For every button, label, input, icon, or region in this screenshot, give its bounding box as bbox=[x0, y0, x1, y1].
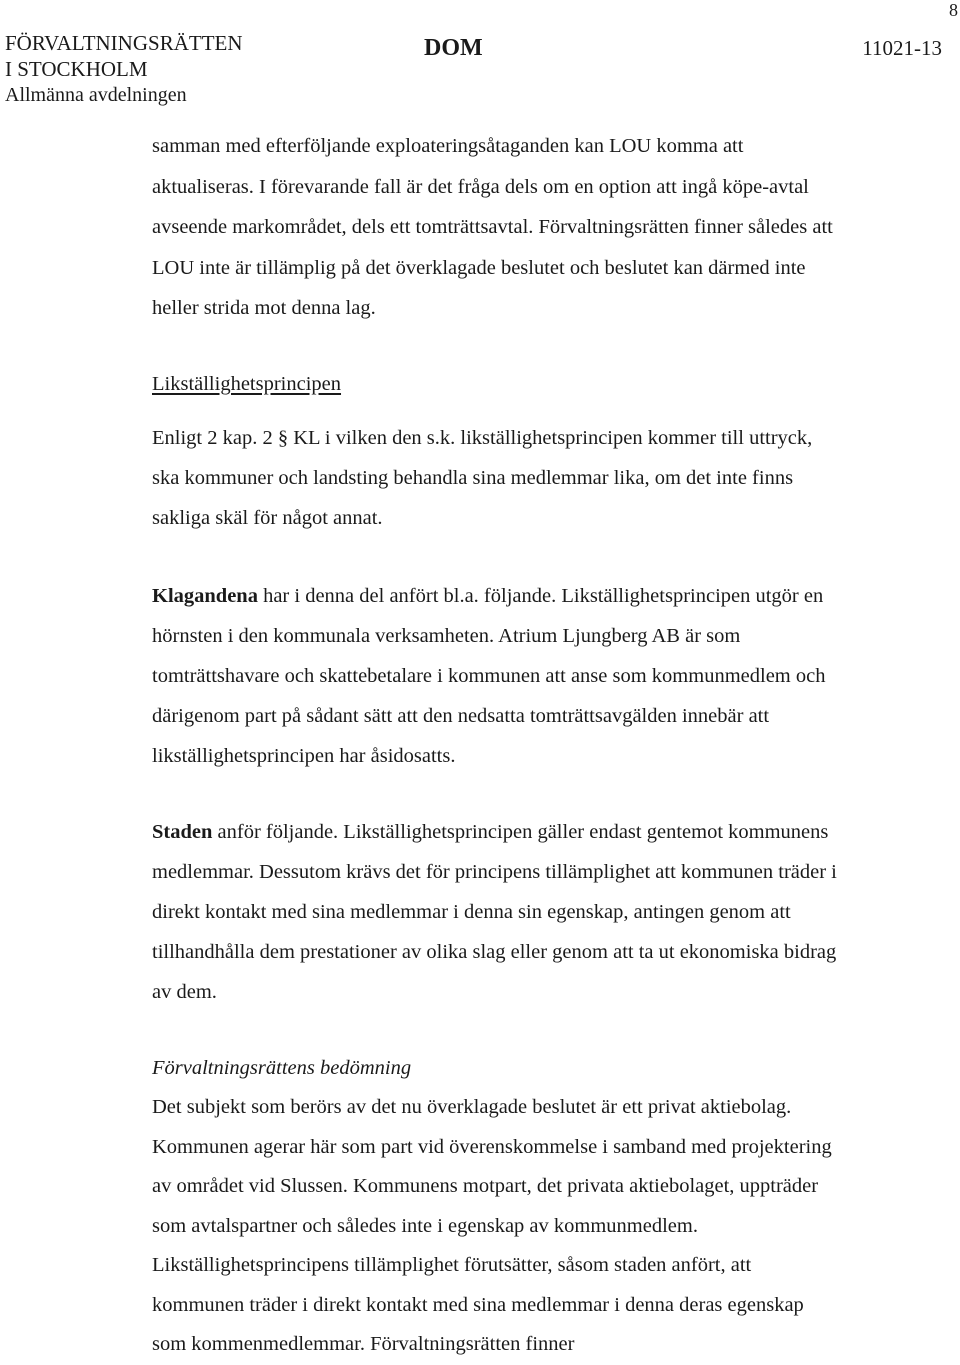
court-name-block bbox=[5, 30, 243, 108]
party-klagandena: Klagandena bbox=[152, 585, 258, 607]
page-number: 8 bbox=[949, 0, 958, 20]
document-type: DOM bbox=[424, 35, 483, 61]
paragraph-kl-rule: Enligt 2 kap. 2 § KL i vilken den s.k. likställighetsprincipen kommer till uttryck, ska kommuner och landsting behandla sina medlemmar lika, om det inte finns sakliga skäl för något annat. bbox=[152, 427, 813, 529]
paragraph-staden-text: anför följande. Likställighetsprincipen gäller endast gentemot kommunens medlemmar. Dessutom krävs det för principens tillämplighet att kommunen träder i direkt kontakt med sina medlemmar i denna sin egenskap, antingen genom att tillhandhålla dem prestationer av olika slag eller genom att ta ut ekonomiska bidrag av dem. bbox=[152, 821, 837, 1003]
paragraph-bedomning: Det subjekt som berörs av det nu överklagade beslutet är ett privat aktiebolag. Kommunen agerar här som part vid överenskommelse i samband med projektering av området vid Slussen. Kommunens motpart, det privata aktiebolaget, uppträder som avtalspartner och således inte i egenskap av kommunmedlem. Likställighetsprincipens tillämplighet förutsätter, såsom staden anfört, att kommunen träder i direkt kontakt med sina medlemmar i denna deras egenskap som kommenmedlemmar. Förvaltningsrätten finner bbox=[152, 1096, 832, 1355]
paragraph-klagandena-text: har i denna del anfört bl.a. följande. Likställighetsprincipen utgör en hörnsten i den kommunala verksamheten. Atrium Ljungberg AB är som tomträttshavare och skattebetalare i kommunen att anse som kommunmedlem och därigenom part på sådant sätt att den nedsatta tomträttsavgälden innebär att likställighetsprincipen har åsidosatts. bbox=[152, 585, 826, 767]
paragraph-lou: samman med efterföljande exploateringsåtaganden kan LOU komma att aktualiseras. I förevarande fall är det fråga dels om en option att ingå köpe-avtal avseende markområdet, dels ett tomträttsavtal. Förvaltningsrätten finner således att LOU inte är tillämplig på det överklagade beslutet och beslutet kan därmed inte heller strida mot denna lag. bbox=[152, 135, 833, 319]
heading-bedomning: Förvaltningsrättens bedömning bbox=[152, 1057, 412, 1079]
court-name-line-2: I STOCKHOLM bbox=[5, 57, 148, 81]
paragraph-klagandena bbox=[152, 576, 842, 776]
case-number: 11021-13 bbox=[862, 36, 942, 60]
party-staden: Staden bbox=[152, 821, 213, 843]
department: Allmänna avdelningen bbox=[5, 84, 187, 106]
court-name-line-1: FÖRVALTNINGSRÄTTEN bbox=[5, 31, 243, 55]
heading-likstallighetsprincipen: Likställighetsprincipen bbox=[152, 373, 342, 395]
paragraph-staden bbox=[152, 812, 842, 1012]
